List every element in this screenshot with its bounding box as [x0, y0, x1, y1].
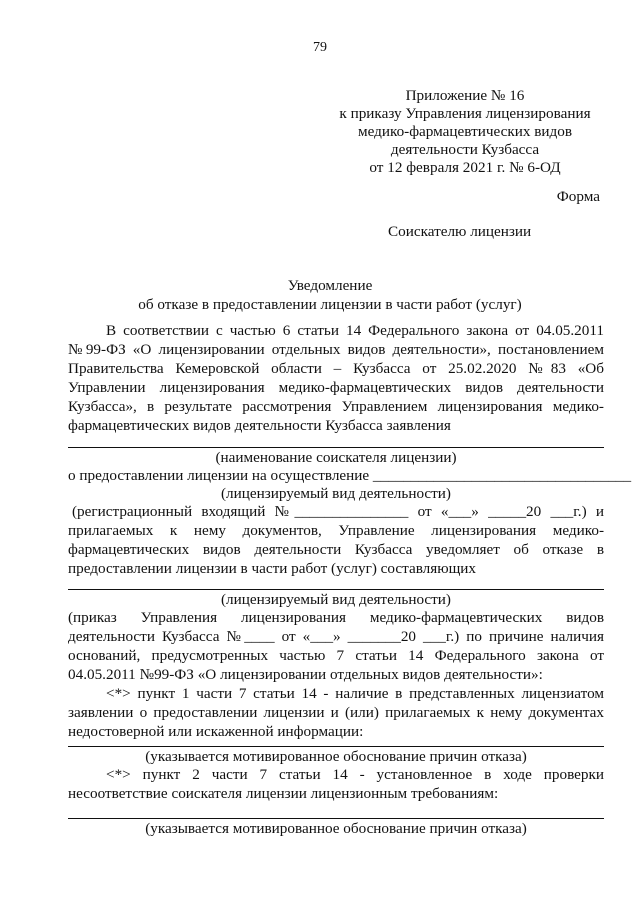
paragraph-line: <*> пункт 2 части 7 статьи 14 - установленное в ходе проверки	[106, 766, 604, 783]
appendix-line: деятельности Кузбасса	[390, 141, 540, 158]
paragraph-line: (регистрационный входящий №_______________ от «___» _____20 ___г.) и	[72, 503, 604, 520]
paragraph-line: фармацевтических видов деятельности Кузбасса уведомляет об отказе в	[68, 541, 604, 558]
paragraph-line: В соответствии с частью 6 статьи 14 Федерального закона от 04.05.2011	[106, 322, 604, 339]
document-title	[0, 276, 640, 314]
reason-1-caption: (указывается мотивированное обоснование причин отказа)	[145, 748, 527, 765]
title-line-2: об отказе в предоставлении лицензии в части работ (услуг)	[138, 296, 522, 313]
page-number: 79	[313, 40, 327, 55]
activity-caption-1: (лицензируемый вид деятельности)	[221, 485, 451, 502]
paragraph-line: заявлении о предоставлении лицензии и (или) прилагаемых к нему документах	[68, 704, 604, 721]
reason-2-caption: (указывается мотивированное обоснование причин отказа)	[145, 820, 527, 837]
appendix-header	[300, 87, 630, 177]
intro-paragraph	[68, 321, 604, 435]
appendix-line: Приложение № 16	[405, 87, 525, 104]
paragraph-line: деятельности Кузбасса №____ от «___» _______20 ___г.) по причине наличия	[68, 628, 604, 645]
reason-1-paragraph	[68, 684, 604, 741]
recipient-label: Соискателю лицензии	[388, 223, 532, 240]
license-request-line: о предоставлении лицензии на осуществление __________________________________	[68, 467, 632, 484]
activity-caption-2: (лицензируемый вид деятельности)	[221, 591, 451, 608]
appendix-line: к приказу Управления лицензирования	[339, 105, 591, 122]
appendix-line: медико-фармацевтических видов	[357, 123, 573, 140]
paragraph-line: №99-ФЗ «О лицензировании отдельных видов деятельности», постановлением	[68, 341, 604, 358]
paragraph-line: предоставлении лицензии в части работ (услуг) составляющих	[68, 560, 476, 577]
appendix-line: от 12 февраля 2021 г. № 6-ОД	[369, 159, 561, 176]
order-paragraph	[68, 608, 604, 684]
paragraph-line: <*> пункт 1 части 7 статьи 14 - наличие в представленных лицензиатом	[106, 685, 604, 702]
reason-2-paragraph	[68, 765, 604, 803]
paragraph-line: недостоверной или искаженной информации:	[68, 723, 364, 740]
form-label: Форма	[556, 188, 600, 205]
paragraph-line: несоответствие соискателя лицензии лицензионным требованиям:	[68, 785, 499, 802]
title-line-1: Уведомление	[287, 277, 373, 294]
registration-paragraph	[68, 502, 604, 578]
paragraph-line: (приказ Управления лицензирования медико-фармацевтических видов	[68, 609, 604, 626]
paragraph-line: Кузбасса», в результате рассмотрения Управлением лицензирования медико-	[68, 398, 604, 415]
paragraph-line: 04.05.2011 №99-ФЗ «О лицензировании отдельных видов деятельности»:	[68, 666, 543, 683]
paragraph-line: фармацевтических видов деятельности Кузбасса заявления	[68, 417, 451, 434]
paragraph-line: прилагаемых к нему документов, Управление лицензирования медико-	[68, 522, 604, 539]
paragraph-line: Управлении лицензирования медико-фармацевтических видов деятельности	[68, 379, 604, 396]
paragraph-line: оснований, предусмотренных частью 7 статьи 14 Федерального закона от	[68, 647, 604, 664]
applicant-name-caption: (наименование соискателя лицензии)	[215, 449, 457, 466]
paragraph-line: Правительства Кемеровской области – Кузбасса от 25.02.2020 №83 «Об	[68, 360, 604, 377]
